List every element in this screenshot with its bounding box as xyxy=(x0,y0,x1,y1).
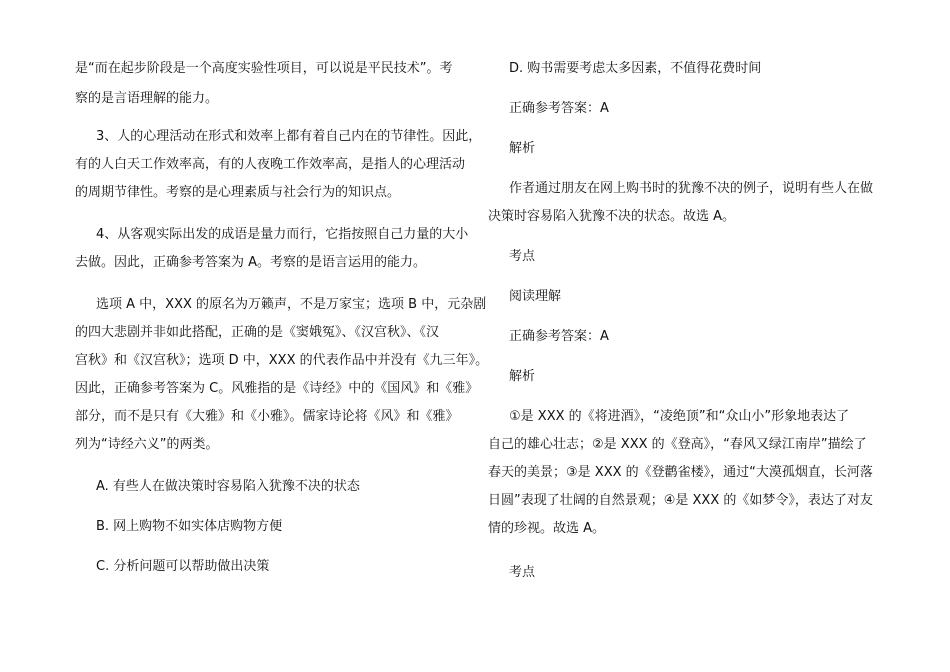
topic-heading: 考点 xyxy=(509,249,536,264)
text-line: 选项 A 中，XXX 的原名为万籁声，不是万家宝；选项 B 中，元杂剧 xyxy=(96,297,487,312)
text-line: ①是 XXX 的《将进酒》，“凌绝顶”和“众山小”形象地表达了 xyxy=(509,409,850,424)
text-line: 决策时容易陷入犹豫不决的状态。故选 A。 xyxy=(488,209,736,224)
text-line: 的四大悲剧并非如此搭配，正确的是《窦娥冤》、《汉宫秋》、《汉 xyxy=(75,325,440,340)
text-line: 去做。因此，正确参考答案为 A。考察的是语言运用的能力。 xyxy=(75,255,427,270)
text-line: 因此，正确参考答案为 C。风雅指的是《诗经》中的《国风》和《雅》 xyxy=(75,381,479,396)
analysis-heading: 解析 xyxy=(509,369,536,384)
text-line: 察的是言语理解的能力。 xyxy=(75,91,219,106)
text-line: 日圆”表现了壮阔的自然景观；④是 XXX 的《如梦令》，表达了对友 xyxy=(488,493,873,508)
text-line: 3、人的心理活动在形式和效率上都有着自己内在的节律性。因此， xyxy=(96,129,482,144)
text-line: 自己的雄心壮志；②是 XXX 的《登高》，“春风又绿江南岸”描绘了 xyxy=(488,437,867,452)
option-c: C. 分析问题可以帮助做出决策 xyxy=(96,559,270,574)
answer-line: 正确参考答案：A xyxy=(509,329,609,344)
option-b: B. 网上购物不如实体店购物方便 xyxy=(96,519,283,534)
answer-line: 正确参考答案：A xyxy=(509,101,609,116)
text-line: 情的珍视。故选 A。 xyxy=(488,521,606,536)
text-line: 是“而在起步阶段是一个高度实验性项目，可以说是平民技术”。考 xyxy=(75,61,453,76)
text-line: 春天的美景；③是 XXX 的《登鹳雀楼》，通过“大漠孤烟直，长河落 xyxy=(488,465,873,480)
analysis-heading: 解析 xyxy=(509,141,536,156)
option-a: A. 有些人在做决策时容易陷入犹豫不决的状态 xyxy=(96,479,360,494)
text-line: 有的人白天工作效率高，有的人夜晚工作效率高，是指人的心理活动 xyxy=(75,157,466,172)
text-line: 列为“诗经六义”的两类。 xyxy=(75,437,219,452)
text-line: 部分，而不是只有《大雅》和《小雅》。儒家诗论将《风》和《雅》 xyxy=(75,409,459,424)
text-line: 的周期节律性。考察的是心理素质与社会行为的知识点。 xyxy=(75,185,401,200)
text-line: 作者通过朋友在网上购书时的犹豫不决的例子，说明有些人在做 xyxy=(509,181,874,196)
text-line: 4、从客观实际出发的成语是量力而行，它指按照自己力量的大小 xyxy=(96,227,469,242)
topic-heading: 考点 xyxy=(509,565,536,580)
text-line: 宫秋》和《汉宫秋》；选项 D 中，XXX 的代表作品中并没有《九三年》。 xyxy=(75,353,489,368)
option-d: D. 购书需要考虑太多因素，不值得花费时间 xyxy=(509,61,762,76)
topic-value: 阅读理解 xyxy=(509,289,562,304)
